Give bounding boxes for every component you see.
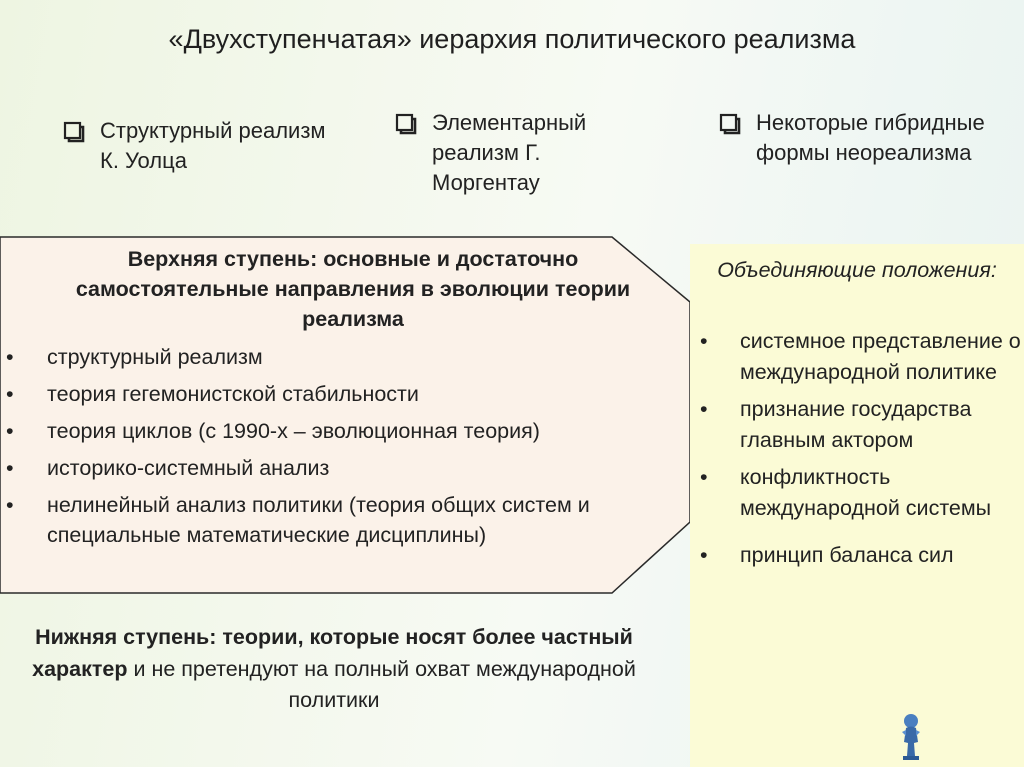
list-item xyxy=(690,326,1024,388)
list-item xyxy=(0,453,690,483)
lower-tier-text xyxy=(20,622,648,717)
list-item-text: историко-системный анализ xyxy=(47,456,330,480)
list-item xyxy=(0,416,690,446)
list-item xyxy=(0,342,690,372)
list-item-text: нелинейный анализ политики (теория общих систем и специальные математические дисциплины) xyxy=(47,493,590,547)
lower-tier-rest: и не претендуют на полный охват международной политики xyxy=(127,656,636,712)
top-item-structural-realism xyxy=(62,116,332,176)
top-item-elementary-realism xyxy=(394,108,654,198)
bullet: • xyxy=(6,493,14,517)
checkbox-icon xyxy=(718,112,742,136)
list-item-text: признание государства главным актором xyxy=(740,397,972,452)
list-item-text: принцип баланса сил xyxy=(740,543,954,567)
bullet: • xyxy=(700,465,708,489)
lower-tier-bold: Нижняя ступень: теории, которые носят более частный характер xyxy=(32,625,633,681)
checkbox-icon xyxy=(394,112,418,136)
top-item-hybrid-neorealism xyxy=(718,108,1008,168)
top-item-text: Элементарный реализм Г. Моргентау xyxy=(432,110,587,195)
slide-title: «Двухступенчатая» иерархия политического реализма xyxy=(168,24,856,54)
bullet: • xyxy=(700,543,708,567)
bullet: • xyxy=(700,329,708,353)
list-item xyxy=(690,462,1024,524)
checkbox-icon xyxy=(62,120,86,144)
list-item xyxy=(690,540,1024,571)
panel-list xyxy=(690,326,1024,577)
bullet: • xyxy=(6,345,14,369)
bullet: • xyxy=(6,419,14,443)
top-item-text: Структурный реализм К. Уолца xyxy=(100,118,326,173)
upper-tier-list xyxy=(0,342,690,550)
list-item-text: теория циклов (с 1990-х – эволюционная теория) xyxy=(47,419,540,443)
atlas-statue-icon xyxy=(894,712,928,762)
bullet: • xyxy=(6,382,14,406)
list-item xyxy=(690,394,1024,456)
top-item-text: Некоторые гибридные формы неореализма xyxy=(756,110,985,165)
panel-heading: Объединяющие положения: xyxy=(717,258,997,282)
bullet: • xyxy=(700,397,708,421)
list-item-text: теория гегемонистской стабильности xyxy=(47,382,419,406)
list-item xyxy=(0,379,690,409)
list-item-text: системное представление о международной политике xyxy=(740,329,1021,384)
list-item-text: структурный реализм xyxy=(47,345,263,369)
upper-tier-heading: Верхняя ступень: основные и достаточно самостоятельные направления в эволюции теории реализма xyxy=(75,247,631,331)
list-item xyxy=(0,490,690,550)
bullet: • xyxy=(6,456,14,480)
list-item-text: конфликтность международной системы xyxy=(740,465,992,520)
